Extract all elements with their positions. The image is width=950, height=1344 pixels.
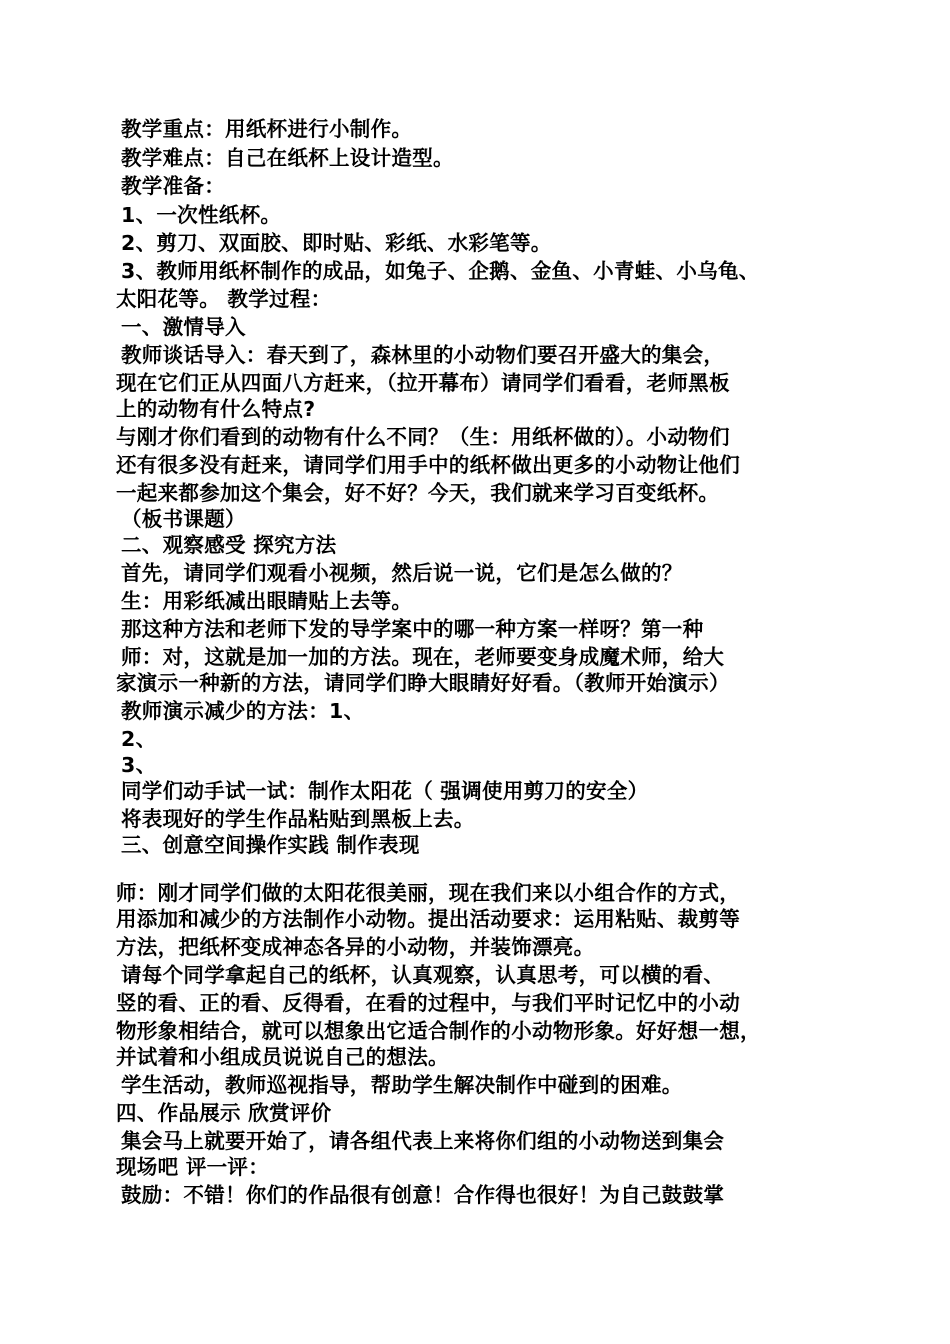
text-line: 鼓励：不错！你们的作品很有创意！合作得也很好！为自己鼓鼓掌 [121, 1183, 725, 1207]
text-line: 太阳花等。 教学过程： [116, 287, 332, 311]
text-line: 首先，请同学们观看小视频，然后说一说，它们是怎么做的？ [121, 561, 683, 585]
text-line: 并试着和小组成员说说自己的想法。 [116, 1045, 449, 1069]
section-heading: 二、观察感受 探究方法 [121, 533, 337, 557]
text-line: 3、 [121, 753, 157, 777]
section-heading: 一、激情导入 [121, 315, 246, 339]
text-line: 同学们动手试一试：制作太阳花（ 强调使用剪刀的安全） [121, 779, 649, 803]
text-line: 学生活动，教师巡视指导，帮助学生解决制作中碰到的困难。 [121, 1073, 683, 1097]
text-line: 1、一次性纸杯。 [121, 203, 282, 227]
text-line: 师：刚才同学们做的太阳花很美丽，现在我们来以小组合作的方式， [116, 881, 740, 905]
text-line: 教学重点：用纸杯进行小制作。 [121, 117, 413, 141]
text-line: 一起来都参加这个集会，好不好？今天，我们就来学习百变纸杯。 [116, 481, 720, 505]
text-line: 方法，把纸杯变成神态各异的小动物，并装饰漂亮。 [116, 935, 595, 959]
text-line: 将表现好的学生作品粘贴到黑板上去。 [121, 807, 475, 831]
text-line: 与刚才你们看到的动物有什么不同？（生：用纸杯做的）。小动物们 [116, 425, 730, 449]
text-line: 物形象相结合，就可以想象出它适合制作的小动物形象。好好想一想， [116, 1019, 761, 1043]
text-line: 还有很多没有赶来，请同学们用手中的纸杯做出更多的小动物让他们 [116, 453, 740, 477]
text-line: 生：用彩纸减出眼睛贴上去等。 [121, 589, 413, 613]
text-line: 2、 [121, 727, 157, 751]
text-line: 竖的看、正的看、反得看，在看的过程中，与我们平时记忆中的小动 [116, 991, 740, 1015]
text-line: 用添加和减少的方法制作小动物。提出活动要求：运用粘贴、裁剪等 [116, 907, 740, 931]
section-heading: 四、作品展示 欣赏评价 [116, 1101, 332, 1125]
text-line: 师：对，这就是加一加的方法。现在，老师要变身成魔术师，给大 [121, 645, 725, 669]
text-line: 家演示一种新的方法，请同学们睁大眼睛好好看。（教师开始演示） [116, 671, 730, 695]
text-line: 现场吧 评一评： [116, 1155, 270, 1179]
text-line: 教师谈话导入：春天到了，森林里的小动物们要召开盛大的集会， [121, 343, 725, 367]
section-heading: 三、创意空间操作实践 制作表现 [121, 833, 420, 857]
text-line: 教学准备： [121, 174, 225, 198]
text-line: （板书课题） [121, 507, 246, 531]
text-line: 教师演示减少的方法：1、 [121, 699, 365, 723]
text-line: 那这种方法和老师下发的导学案中的哪一种方案一样呀？第一种 [121, 617, 704, 641]
text-line: 集会马上就要开始了，请各组代表上来将你们组的小动物送到集会 [121, 1129, 725, 1153]
text-line: 请每个同学拿起自己的纸杯，认真观察，认真思考，可以横的看、 [121, 963, 725, 987]
text-line: 3、教师用纸杯制作的成品，如兔子、企鹅、金鱼、小青蛙、小乌龟、 [121, 259, 760, 283]
text-line: 教学难点：自己在纸杯上设计造型。 [121, 146, 454, 170]
text-line: 2、剪刀、双面胶、即时贴、彩纸、水彩笔等。 [121, 231, 552, 255]
text-line: 上的动物有什么特点? [116, 397, 316, 421]
text-line: 现在它们正从四面八方赶来，（拉开幕布）请同学们看看，老师黑板 [116, 371, 730, 395]
